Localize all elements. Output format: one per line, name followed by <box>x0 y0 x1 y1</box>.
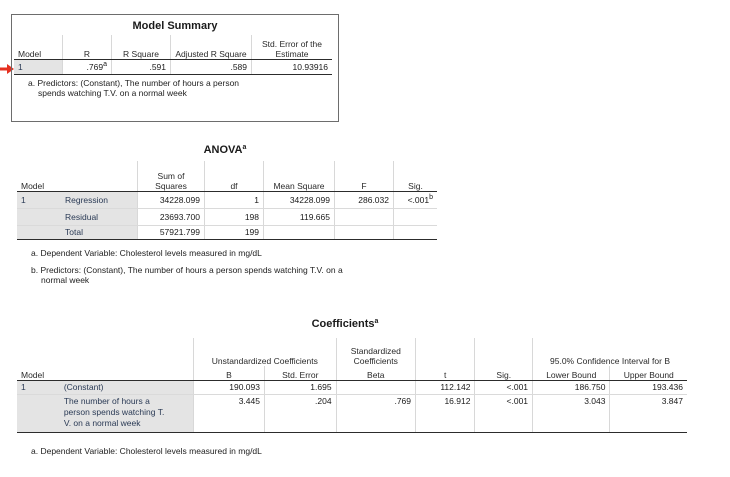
t-value: 16.912 <box>416 394 475 432</box>
table-row-label: 1 <box>14 59 63 74</box>
col-header-std-error: Std. Error of the Estimate <box>252 35 333 59</box>
col-header-model: Model <box>17 366 60 380</box>
std-error-value: 1.695 <box>264 380 336 394</box>
df-value: 199 <box>205 225 264 239</box>
footnote: b. Predictors: (Constant), The number of hours a person spends watching T.V. on a normal week <box>31 265 343 285</box>
table-row-label: Regression <box>61 191 138 208</box>
col-header-lower-bound: Lower Bound <box>533 366 610 380</box>
sig-value <box>394 208 438 225</box>
sum-of-squares-value: 57921.799 <box>138 225 205 239</box>
b-value: 3.445 <box>194 394 265 432</box>
col-header-upper-bound: Upper Bound <box>610 366 687 380</box>
upper-bound-value: 3.847 <box>610 394 687 432</box>
model-summary-table <box>14 35 332 75</box>
coefficients-table <box>17 338 687 433</box>
footnote: a. Dependent Variable: Cholesterol levels measured in mg/dL <box>31 446 262 456</box>
sum-of-squares-value: 34228.099 <box>138 191 205 208</box>
col-header-adjusted-r-square: Adjusted R Square <box>171 35 252 59</box>
table-row-label: (Constant) <box>60 380 194 394</box>
table-row-label <box>17 225 61 239</box>
r-square-value: .591 <box>112 59 171 74</box>
sum-of-squares-value: 23693.700 <box>138 208 205 225</box>
b-value: 190.093 <box>194 380 265 394</box>
col-header-mean-square: Mean Square <box>264 161 335 191</box>
col-header-standardized: Standardized Coefficients <box>336 338 415 366</box>
sig-value: <.001$^b$ <box>394 191 438 208</box>
col-header-std-error: Std. Error <box>264 366 336 380</box>
lower-bound-value: 3.043 <box>533 394 610 432</box>
df-value: 1 <box>205 191 264 208</box>
mean-square-value <box>264 225 335 239</box>
df-value: 198 <box>205 208 264 225</box>
col-header-sig: Sig. <box>475 366 533 380</box>
col-header-model: Model <box>17 161 61 191</box>
sig-value: <.001 <box>475 380 533 394</box>
col-header-b: B <box>194 366 265 380</box>
col-header-f: F <box>335 161 394 191</box>
model-summary-panel <box>11 14 339 122</box>
table-row-label: The number of hours a person spends watching T. V. on a normal week <box>60 394 194 432</box>
table-row-label: Residual <box>61 208 138 225</box>
table-row-label <box>17 208 61 225</box>
coefficients-title: Coefficients$^a$ <box>311 318 379 330</box>
table-row-label: 1 <box>17 191 61 208</box>
lower-bound-value: 186.750 <box>533 380 610 394</box>
t-value: 112.142 <box>416 380 475 394</box>
col-header-df: df <box>205 161 264 191</box>
table-row-label: Total <box>61 225 138 239</box>
beta-value <box>336 380 415 394</box>
col-header-beta: Beta <box>336 366 415 380</box>
r-value: .769$^a$ <box>63 59 112 74</box>
col-header-unstandardized: Unstandardized Coefficients <box>194 338 337 366</box>
std-error-value: .204 <box>264 394 336 432</box>
footnote: a. Dependent Variable: Cholesterol levels measured in mg/dL <box>31 248 262 258</box>
sig-value: <.001 <box>475 394 533 432</box>
table-row-label: 1 <box>17 380 60 394</box>
col-header-sum-of-squares: Sum of Squares <box>138 161 205 191</box>
mean-square-value: 119.665 <box>264 208 335 225</box>
f-value <box>335 208 394 225</box>
col-header-model: Model <box>14 35 63 59</box>
model-summary-title: Model Summary <box>132 20 218 32</box>
f-value: 286.032 <box>335 191 394 208</box>
anova-title: ANOVA$^a$ <box>203 144 247 156</box>
upper-bound-value: 193.436 <box>610 380 687 394</box>
beta-value: .769 <box>336 394 415 432</box>
f-value <box>335 225 394 239</box>
col-header-r: R <box>63 35 112 59</box>
anova-table <box>17 161 437 240</box>
col-header-t: t <box>416 366 475 380</box>
col-header-sig: Sig. <box>394 161 438 191</box>
table-row-label <box>17 394 60 432</box>
std-error-value: 10.93916 <box>252 59 333 74</box>
adj-r-square-value: .589 <box>171 59 252 74</box>
mean-square-value: 34228.099 <box>264 191 335 208</box>
footnote: a. Predictors: (Constant), The number of hours a person spends watching T.V. on a normal week <box>28 77 240 98</box>
col-header-confidence-interval: 95.0% Confidence Interval for B <box>533 338 687 366</box>
col-header-r-square: R Square <box>112 35 171 59</box>
sig-value <box>394 225 438 239</box>
col-header-source <box>61 161 138 191</box>
